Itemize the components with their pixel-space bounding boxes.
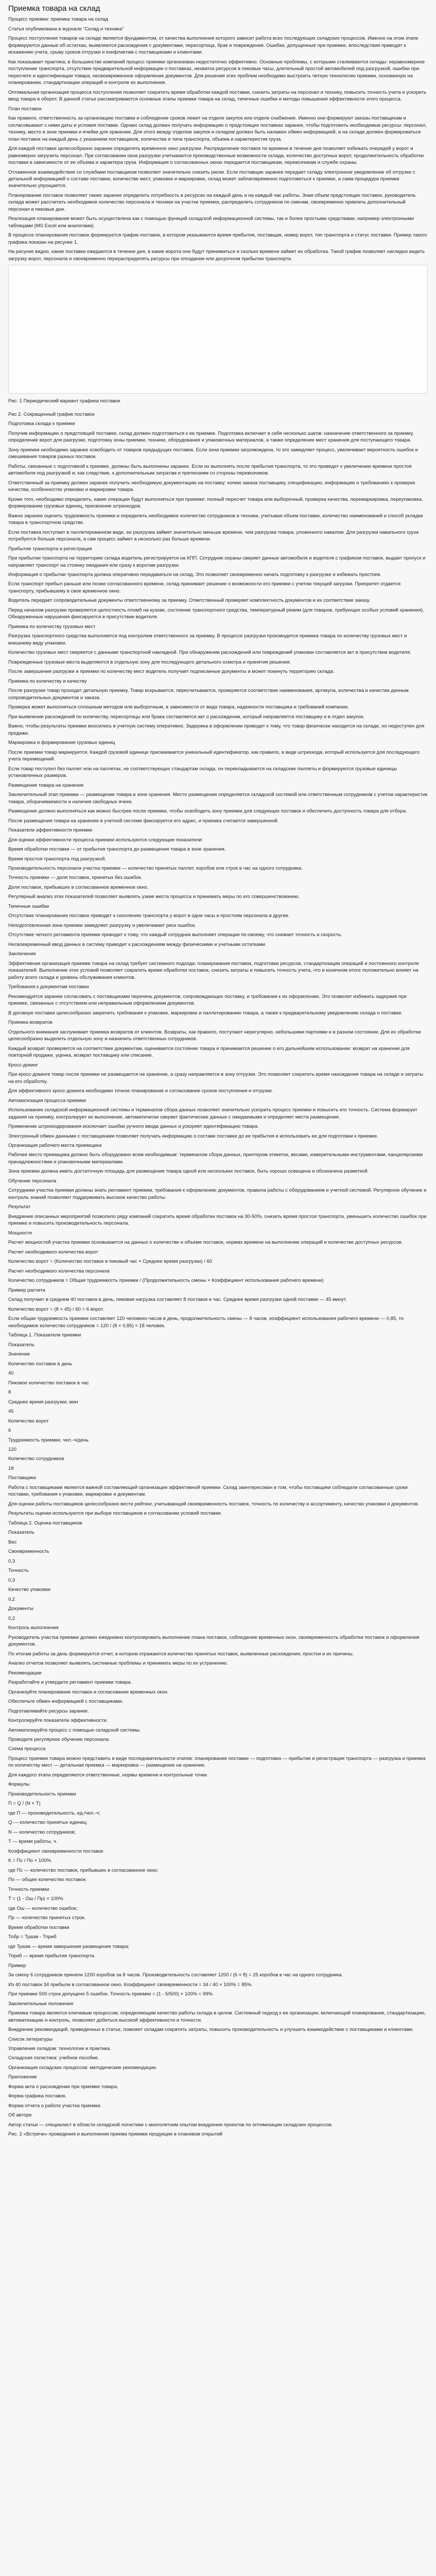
paragraph: Приложение (8, 2074, 37, 2080)
paragraph: Таблица 2. Оценка поставщиков (8, 1520, 82, 1526)
paragraph: Заключительные положения (8, 2001, 74, 2007)
paragraph: Своевременность (8, 1549, 49, 1555)
paragraph: Процесс приемки: приемка товара на склад (8, 16, 108, 23)
paragraph: П = Q / (N × T) (8, 1801, 41, 1807)
paragraph: Регулярный анализ этих показателей позволяет выявлять узкие места процесса и принимать меры по его совершенствованию. (8, 894, 300, 900)
paragraph: Количество ворот (8, 1418, 49, 1424)
paragraph: Для оценки работы поставщиков целесообразно вести рейтинг, учитывающий своевременность поставок, точность по количеству и ассортименту, качество упаковки и документов. (8, 1501, 419, 1507)
paragraph: Производительность персонала участка приемки — количество принятых паллет, коробов или строк в час на одного сотрудника. (8, 865, 303, 871)
paragraph: При выявлении расхождений по количеству, пересортицы или брака составляется акт о расхождении, который направляется поставщику и в отдел закупок. (8, 714, 365, 720)
paragraph: Трудоемкость приемки, чел.-ч/день (8, 1437, 89, 1443)
paragraph: Складская логистика: учебное пособие. (8, 2055, 99, 2061)
paragraph: Руководитель участка приемки должен ежедневно контролировать выполнение плана поставок, соблюдение временных окон, своевременность обработки поставок и оформления документов. (8, 1634, 420, 1648)
paragraph: Среднее время разгрузки, мин (8, 1399, 78, 1405)
paragraph: Документы (8, 1606, 33, 1612)
paragraph: Отлаженное взаимодействие со службами поставщиков позволяет значительно снизить риски. Если поставщик заранее передает складу электронное уведомление об отгрузке с детальной информацией о составе поставки, количестве мест, упаковке и маркировке, склад может заблаговременно подготовиться к приемке, а сама процедура приемки значительно упрощается. (8, 169, 415, 189)
paragraph: Важно заранее оценить трудоемкость приемки и определить необходимое количество сотрудников и техники, учитывая объем поставки, количество наименований и способ укладки товара в транспортном средстве. (8, 513, 423, 526)
paragraph: Типичные ошибки (8, 903, 49, 909)
paragraph: Коэффициент своевременности поставок (8, 1848, 103, 1854)
paragraph: Размещение товара на хранение (8, 782, 84, 788)
paragraph: Форма акта о расхождении при приемке товара. (8, 2083, 118, 2090)
paragraph: Количество ворот = (8 × 45) / 60 = 6 ворот. (8, 1306, 104, 1312)
paragraph: При прибытии транспорта на территорию склада водитель регистрируется на КПП. Сотрудник охраны сверяет данные автомобиля и водителя с графиком поставок, выдает пропуск и направляет транспорт на стоянку ожидания или сразу к воротам разгрузки. (8, 555, 426, 568)
paragraph: Каждый возврат проверяется на соответствие документам, оценивается состояние товара и принимается решение о его дальнейшем использовании: возврат на хранение для повторной продажи, уценка, возврат поставщику или списание. (8, 1045, 410, 1059)
paragraph: Оптимальная организация процесса поступления позволяет сократить время обработки каждой поставки, снизить затраты на персонал и технику, повысить точность учета и ускорить ввод товара в оборот. В данной статье рассматриваются основные этапы приемки товара на склад, типичные ошибки и методы повышения эффективности этого процесса. (8, 89, 427, 103)
paragraph: Значение (8, 1351, 30, 1358)
paragraph: Получив информацию о предстоящей поставке, склад должен подготовиться к ее приемке. Подготовка включает в себя несколько шагов: назначение ответственного за приемку, определение ворот для разгрузки, подготовку зоны приемки, техники, оборудования и упаковочных материалов, а также определение мест хранения для поступающего товара. (8, 430, 414, 444)
paragraph: 8 (8, 1389, 11, 1396)
paragraph: Электронный обмен данными с поставщиками позволяет получать информацию о составе поставки до ее прибытия и использовать ее для подготовки к приемке. (8, 1133, 378, 1139)
paragraph: Поврежденные грузовые места выделяются в отдельную зону для последующего детального осмотра и принятия решения. (8, 659, 291, 665)
paragraph: Проверка может выполняться сплошным методом или выборочным, в зависимости от вида товара, надежности поставщика и требований компании. (8, 704, 349, 710)
paragraph: Склад получает в среднем 40 поставок в день, пиковая нагрузка составляет 8 поставок в час. Среднее время разгрузки одной поставки — 45 минут. (8, 1297, 347, 1303)
paragraph: Форма графика поставок. (8, 2093, 67, 2099)
paragraph: Пр — количество принятых строк. (8, 1915, 86, 1921)
paragraph: Использование складской информационной системы и терминалов сбора данных позволяет значительно ускорить процесс приемки и повысить его точность. Система формирует задания на приемку, контролирует их выполнение, автоматически сверяет фактические данные с ожидаемыми и определяет места размещения. (8, 1107, 417, 1120)
paragraph: Пример расчета (8, 1287, 45, 1293)
paragraph: Реализация планирования может быть осуществлена как с помощью функций складской информационной системы, так и более простыми средствами, например электронными таблицами (MS Excel или аналогами). (8, 216, 414, 229)
paragraph: Обеспечьте обмен информацией с поставщиками. (8, 1699, 124, 1705)
paragraph: Рабочее место приемщика должно быть оборудовано всем необходимым: терминалом сбора данных, принтером этикеток, весами, измерительными инструментами, канцелярскими принадлежностями и упаковочными материалами. (8, 1152, 423, 1165)
paragraph: где Пс — количество поставок, прибывших в согласованное окно; (8, 1867, 159, 1873)
paragraph: Время обработки поставки — от прибытия транспорта до размещения товара в зоне хранения. (8, 846, 226, 853)
paragraph: Процесс поступления товаров на складе является фундаментом, от качества выполнения которого зависит работа всех последующих складских процессов. Именно на этом этапе формируются данные об остатках, выявляются расхождения с документами, пересортица, брак и повреждения. Ошибки, допущенные при приемке, впоследствии приводят к искажению учета, срыву сроков отгрузки и конфликтам с поставщиками и клиентами. (8, 36, 418, 56)
paragraph: Расчет мощностей участка приемки основывается на данных о количестве и объеме поставок, нормах времени на выполнение операций и количестве доступных ресурсов. (8, 1240, 403, 1246)
paragraph: Результаты оценки используются при выборе поставщиков и согласовании условий поставки. (8, 1511, 222, 1517)
paragraph: Статья опубликована в журнале "Склад и техника" (8, 26, 124, 32)
paragraph: К = Пс / По × 100% (8, 1858, 51, 1864)
paragraph: 40 (8, 1370, 14, 1377)
paragraph: Важно, чтобы результаты приемки вносились в учетную систему оперативно. Задержка в оформлении приводит к тому, что товар физически находится на складе, но недоступен для продажи. (8, 723, 425, 736)
paragraph: Организуйте планирование поставок и согласование временных окон. (8, 1689, 169, 1695)
paragraph: Т = (1 - Ош / Пр) × 100% (8, 1896, 63, 1902)
paragraph: После завершения разгрузки и приемки по количеству мест водитель получает подписанные документы и может покинуть территорию склада. (8, 669, 335, 675)
paragraph: Если общая трудоемкость приемки составляет 120 человеко-часов в день, продолжительность смены — 8 часов, коэффициент использования рабочего времени — 0,85, то необходимое количество сотрудников = 120 / (8 × 0,85) ≈ 18 человек. (8, 1316, 404, 1329)
paragraph: Контролируйте показатели эффективности. (8, 1718, 108, 1724)
paragraph: Кросс-докинг (8, 1062, 38, 1068)
paragraph: Результат (8, 1204, 31, 1210)
paragraph: Для каждого этапа определяются ответственные, нормы времени и контрольные точки. (8, 1772, 208, 1778)
paragraph: Рекомендуется заранее согласовать с поставщиками перечень документов, сопровождающих поставку, и требования к их оформлению. Это позволит избежать задержек при приемке, связанных с отсутствием или неправильным оформлением документов. (8, 993, 407, 1007)
paragraph: После приемки товар маркируется. Каждой грузовой единице присваивается уникальный идентификатор, как правило, в виде штрихкода, который используется для последующего учета перемещений. (8, 749, 420, 762)
paragraph: T — время работы, ч. (8, 1839, 58, 1845)
paragraph: На рисунке видно, какие поставки ожидаются в течение дня, в какие ворота они будут приниматься и сколько времени займет их обработка. Такой график позволяет наглядно видеть загрузку ворот, персонала и своевременно перераспределять ресурсы при опоздании или досрочном прибытии транспорта. (8, 249, 425, 262)
paragraph: Количество сотрудников = Общая трудоемкость приемки / (Продолжительность смены × Коэффициент использования рабочего времени) (8, 1278, 324, 1284)
paragraph: 18 (8, 1465, 14, 1471)
paragraph: Для эффективного кросс-докинга необходимо точное планирование и согласование сроков поступления и отгрузки. (8, 1088, 273, 1094)
paragraph: Таблица 1. Показатели приемки (8, 1332, 81, 1338)
paragraph: Прибытие транспорта и регистрация (8, 546, 92, 552)
paragraph: За смену 6 сотрудников приняли 1200 коробов за 8 часов. Производительность составляет 1200 / (6 × 8) = 25 коробов в час на одного сотрудника. (8, 1972, 343, 1978)
paragraph: 0,2 (8, 1596, 15, 1602)
paragraph: 120 (8, 1446, 16, 1452)
paragraph: После размещения товара на хранение в учетной системе фиксируется его адрес, и приемка считается завершенной. (8, 818, 279, 824)
paragraph: 0,3 (8, 1558, 15, 1564)
paragraph: Если товар поступил без паллет или на паллетах, не соответствующих стандартам склада, он перекладывается на складские паллеты и формируются грузовые единицы установленных размеров. (8, 766, 397, 779)
paragraph: Приемка возвратов (8, 1020, 53, 1026)
paragraph: где Тразм — время завершения размещения товара; (8, 1943, 130, 1950)
page-title: Приемка товара на склад (8, 4, 100, 13)
paragraph: Доля поставок, прибывших в согласованное временное окно. (8, 884, 149, 890)
paragraph: Отсутствие планирования поставок приводит к скоплению транспорта у ворот в одни часы и простоям персонала в другие. (8, 913, 290, 919)
paragraph: Как показывает практика, в большинстве компаний процесс приемки организован недостаточно эффективно. Основные проблемы, с которыми сталкиваются склады: неравномерное поступление транспорта, отсутствие предварительной информации о поставках, нехватка ресурсов в пиковые часы, длительный простой автомобилей под разгрузкой, ошибки при пересчете и идентификации товара, несвоевременное оформление документов. Для решения этих проблем необходимо выстроить четкую технологию приемки, основанную на планировании, стандартизации операций и контроле их выполнения. (8, 59, 425, 86)
paragraph: Автоматизируйте процесс с помощью складской системы. (8, 1727, 141, 1733)
paragraph: Эффективная организация приемки товара на склад требует системного подхода: планирования поставок, подготовки ресурсов, стандартизации операций и постоянного контроля показателей. Выполнение этих условий позволяет сократить время обработки поставок, снизить затраты и повысить точность учета, что в конечном итоге положительно влияет на работу всего склада и уровень обслуживания клиентов. (8, 960, 419, 980)
paragraph: Производительность приемки (8, 1791, 76, 1797)
paragraph: Неподготовленная зона приемки замедляет разгрузку и увеличивает риск ошибок. (8, 922, 196, 928)
paragraph: Подготовка склада к приемке (8, 421, 75, 427)
paragraph: Приемка по количеству грузовых мест (8, 623, 96, 630)
paragraph: Рис 2. Сокращенный график поставок (8, 411, 95, 417)
paragraph: Если транспорт прибыл раньше или позже согласованного времени, склад принимает решение о возможности его приемки с учетом текущей загрузки. Приоритет отдается транспорту, прибывшему в свое временное окно. (8, 581, 401, 594)
paragraph: Пиковое количество поставок в час (8, 1380, 89, 1386)
paragraph: Водитель передает сопроводительные документы ответственному за приемку. Ответственный проверяет комплектность документов и их соответствие заказу. (8, 598, 371, 604)
paragraph: Заключение (8, 951, 36, 957)
paragraph: Подготавливайте ресурсы заранее. (8, 1708, 89, 1714)
paragraph: Количество грузовых мест сверяется с данными транспортной накладной. При обнаружении расхождений или повреждений упаковки составляется акт в присутствии водителя. (8, 650, 411, 656)
paragraph: Приемка товара является ключевым процессом, определяющим качество работы склада в целом. Системный подход к ее организации, включающий планирование, стандартизацию, автоматизацию и контроль, позволяет добиться высокой эффективности и точности. (8, 2010, 426, 2023)
paragraph: Организация складских процессов: методические рекомендации. (8, 2064, 158, 2071)
paragraph: Размещение должно выполняться как можно быстрее после приемки, чтобы освободить зону приемки для следующих поставок и обеспечить доступность товара для отбора. (8, 808, 407, 815)
paragraph: Вес (8, 1539, 17, 1545)
paragraph: Автоматизация процесса приемки (8, 1097, 86, 1104)
paragraph: Из 40 поставок 34 прибыли в согласованное окно. Коэффициент своевременности = 34 / 40 × 100% = 85%. (8, 1981, 253, 1988)
paragraph: Показатель (8, 1342, 34, 1348)
paragraph: Тприб — время прибытия транспорта. (8, 1953, 96, 1959)
paragraph: Приемка по количеству и качеству (8, 678, 87, 684)
paragraph: Несвоевременный ввод данных в систему приводит к расхождениям между физическими и учетными остатками. (8, 941, 267, 947)
paragraph: 0,2 (8, 1615, 15, 1621)
paragraph: Ответственный за приемку должен заранее получить необходимую документацию на поставку: копию заказа поставщику, спецификацию, информацию о требованиях к проверке качества, особенностях упаковки и маркировки товара. (8, 480, 415, 493)
paragraph: Работы, связанные с подготовкой к приемке, должны быть выполнены заранее. Если их выполнять после прибытия транспорта, то это приведет к увеличению времени простоя автомобиля под разгрузкой и, как следствие, к дополнительным затратам и претензиям со стороны перевозчиков. (8, 463, 412, 477)
figure-caption: Рис. 2 «Встречи» проведения и выполнения приема приемки продукции в плановом открытий (8, 2131, 223, 2138)
paragraph: Тобр = Тразм - Тприб (8, 1934, 57, 1940)
paragraph: Разгрузка транспортного средства выполняется под контролем ответственного за приемку. В процессе разгрузки производится приемка товара по количеству грузовых мест и внешнему виду упаковки. (8, 633, 407, 646)
paragraph: Поставщики (8, 1475, 37, 1481)
paragraph: Процесс приемки товара можно представить в виде последовательности этапов: планирование поставки — подготовка — прибытие и регистрация транспорта — разгрузка и приемка по количеству мест — детальная приемка — маркировка — размещение на хранение. (8, 1755, 426, 1769)
paragraph: 45 (8, 1409, 14, 1415)
paragraph: Заключительный этап приемки — размещение товара в зоне хранения. Место размещения определяется складской системой или ответственным сотрудником с учетом характеристик товара, оборачиваемости и наличия свободных ячеек. (8, 792, 428, 805)
paragraph: Маркировка и формирование грузовых единиц (8, 740, 115, 746)
paragraph: По — общее количество поставок. (8, 1877, 87, 1883)
paragraph: Информация о прибытии транспорта должна оперативно передаваться на склад. Это позволяет своевременно начать подготовку к разгрузке и избежать простоев. (8, 572, 381, 578)
paragraph: Разработайте и утвердите регламент приемки товара. (8, 1680, 132, 1686)
paragraph: В процессе планирования поставок формируется график поставок, в котором указываются время прибытия, поставщик, номер ворот, тип транспорта и статус поставки. Пример такого графика показан на рисунке 1. (8, 232, 427, 245)
paragraph: Внедрение рекомендаций, приведенных в статье, поможет складам сократить затраты, повысить производительность и улучшить взаимодействие с поставщиками и клиентами. (8, 2027, 414, 2033)
paragraph: 0,3 (8, 1577, 15, 1583)
paragraph: Для каждой поставки целесообразно заранее определять временное окно разгрузки. Распределение поставок по времени в течение дня позволяет избежать очередей у ворот и равномерно загрузить персонал. При согласовании окна разгрузки учитываются производственные возможности склада, количество доступных ворот, продолжительность обработки поставки в зависимости от ее объема и характера груза. Информация о согласованных окнах передается поставщикам, перевозчикам и службе охраны. (8, 146, 424, 166)
paragraph: N — количество сотрудников; (8, 1829, 76, 1835)
paragraph: где Ош — количество ошибок; (8, 1905, 78, 1911)
paragraph: Отдельного внимания заслуживает приемка возвратов от клиентов. Возвраты, как правило, поступают нерегулярно, небольшими партиями и в разном состоянии. Для их обработки целесообразно выделить отдельную зону и назначить ответственных сотрудников. (8, 1029, 421, 1042)
paragraph: Обучение персонала (8, 1178, 57, 1184)
paragraph: Применение штрихкодирования исключает ошибки ручного ввода данных и ускоряет идентификацию товара. (8, 1124, 259, 1130)
paragraph: Организация рабочего места приемщика (8, 1143, 102, 1148)
figure-image (8, 265, 428, 394)
paragraph: Количество сотрудников (8, 1456, 64, 1462)
paragraph: 6 (8, 1428, 11, 1434)
paragraph: Формулы (8, 1782, 30, 1788)
paragraph: Проводите регулярное обучение персонала. (8, 1737, 110, 1742)
paragraph: Как правило, ответственность за организацию поставки и соблюдение сроков лежит на отделе закупок или отделе снабжения. Именно они формируют заказы поставщикам и согласовывают с ними даты и условия поставки. Однако склад должен получать информацию о предстоящих поставках заранее, чтобы подготовить необходимые ресурсы: персонал, технику, место в зоне приемки и ячейки для хранения. Для этого между отделом закупок и складом должен быть налажен обмен информацией, а на складе должен формироваться план поставок на каждый день с указанием поставщиков, количества и типа транспорта, объема и характеристик груза. (8, 115, 427, 142)
paragraph: Количество поставок в день (8, 1361, 73, 1367)
paragraph: Показатели эффективности приемки (8, 827, 93, 834)
paragraph: Внедрение описанных мероприятий позволило ряду компаний сократить время обработки поставок на 30-50%, снизить время простоя транспорта, уменьшить количество ошибок при приемке и повысить производительность персонала. (8, 1213, 427, 1227)
paragraph: Рекомендации (8, 1670, 42, 1676)
paragraph: Схема процесса (8, 1746, 46, 1752)
paragraph: Список литературы (8, 2036, 53, 2042)
paragraph: Управление складом: технологии и практика. (8, 2045, 111, 2052)
paragraph: Требования к документам поставки (8, 984, 89, 990)
paragraph: Если поставка поступает в паллетированном виде, ее разгрузка займет значительно меньше времени, чем разгрузка товара, уложенного навалом. Для разгрузки навального груза потребуется больше персонала, а сам процесс займет в несколько раз больше времени. (8, 529, 419, 543)
paragraph: Зона приемки должна иметь достаточную площадь для размещения товара одной или нескольких поставок, быть хорошо освещена и обозначена разметкой. (8, 1168, 369, 1175)
paragraph: Количество ворот = (Количество поставок в пиковый час × Среднее время разгрузки) / 60 (8, 1259, 213, 1265)
article-body (8, 16, 428, 2138)
paragraph: Сотрудники участка приемки должны знать регламент приемки, требования к оформлению документов, правила работы с оборудованием и учетной системой. Регулярное обучение и контроль знаний позволяют поддерживать высокое качество работы. (8, 1188, 427, 1200)
paragraph: Для оценки эффективности процесса приемки используются следующие показатели: (8, 837, 203, 843)
paragraph: Точность приемки (8, 1886, 49, 1892)
paragraph: Точность приемки — доля поставок, принятых без ошибок. (8, 875, 143, 881)
paragraph: Об авторе (8, 2112, 32, 2119)
paragraph: Качество упаковки (8, 1587, 51, 1593)
paragraph: При кросс-докинге товар после приемки не размещается на хранение, а сразу направляется в зону отгрузки. Это позволяет сократить время нахождения товара на складе и затраты на его обработку. (8, 1072, 424, 1084)
paragraph: Точность (8, 1568, 29, 1574)
paragraph: Перед началом разгрузки проверяется целостность пломб на кузове, состояние транспортного средства, температурный режим (для товаров, требующих особых условий хранения). Обнаруженные нарушения фиксируются в присутствии водителя. (8, 607, 424, 620)
paragraph: Время простоя транспорта под разгрузкой. (8, 856, 107, 862)
paragraph: Зону приемки необходимо заранее освободить от товаров предыдущих поставок. Если зона приемки загромождена, то это замедляет процесс, увеличивает вероятность ошибок и смешивания товаров разных поставок. (8, 447, 418, 460)
figure-caption: Рис. 1 Периодический вариант графика поставок (8, 398, 120, 404)
paragraph: По итогам работы за день формируется отчет, в котором отражаются количество принятых поставок, выявленные расхождения, простои и их причины. (8, 1651, 354, 1657)
paragraph: где П — производительность, ед./чел.-ч; (8, 1810, 100, 1816)
paragraph: Показатель (8, 1530, 34, 1536)
paragraph: Q — количество принятых единиц; (8, 1820, 88, 1826)
paragraph: Анализ отчетов позволяет выявлять системные проблемы и принимать меры по их устранению. (8, 1660, 228, 1667)
paragraph: Расчет необходимого количества персонала (8, 1268, 110, 1274)
paragraph: В договоре поставки целесообразно закрепить требования к упаковке, маркировке и паллетированию товара, а также к предварительному уведомлению склада о поставке. (8, 1010, 403, 1016)
paragraph: Контроль выполнения (8, 1625, 59, 1631)
paragraph: План поставок (8, 106, 42, 112)
paragraph: Отсутствие четкого регламента приемки приводит к тому, что каждый сотрудник выполняет операции по-своему, что снижает точность и скорость. (8, 932, 342, 938)
paragraph: Планирование поставок позволяет также заранее определить потребность в ресурсах на каждый день и на каждый час работы. Зная объем предстоящих поставок, руководитель склада может рассчитать необходимое количество персонала и техники на участке приемки, распределить сотрудников по сменам, своевременно привлечь дополнительный персонал в пиковые дни. (8, 192, 416, 212)
paragraph: Расчет необходимого количества ворот (8, 1249, 98, 1255)
paragraph: Мощности (8, 1230, 32, 1236)
paragraph: Пример (8, 1962, 26, 1969)
paragraph: Работа с поставщиками является важной составляющей организации эффективной приемки. Склад заинтересован в том, чтобы поставщики соблюдали согласованные сроки поставки, требования к упаковке, маркировке и документам. (8, 1484, 408, 1498)
paragraph: Время обработки поставки (8, 1924, 69, 1930)
paragraph: При приемке 500 строк допущено 5 ошибок. Точность приемки = (1 - 5/500) × 100% = 99%. (8, 1991, 214, 1997)
paragraph: После разгрузки товар проходит детальную приемку. Товар вскрывается, пересчитывается, проверяется соответствие наименования, артикула, количества и качества данным сопроводительных документов и заказа. (8, 688, 409, 701)
paragraph: Форма отчета о работе участка приемки. (8, 2103, 101, 2109)
paragraph: Автор статьи — специалист в области складской логистики с многолетним опытом внедрения проектов по оптимизации складских процессов. (8, 2122, 333, 2128)
paragraph: Кроме того, необходимо определить, какие операции будут выполняться при приемке: полный пересчет товара или выборочный, проверка качества, перемаркировка, переупаковка, формирование грузовых единиц, присвоение штрихкодов. (8, 496, 423, 510)
